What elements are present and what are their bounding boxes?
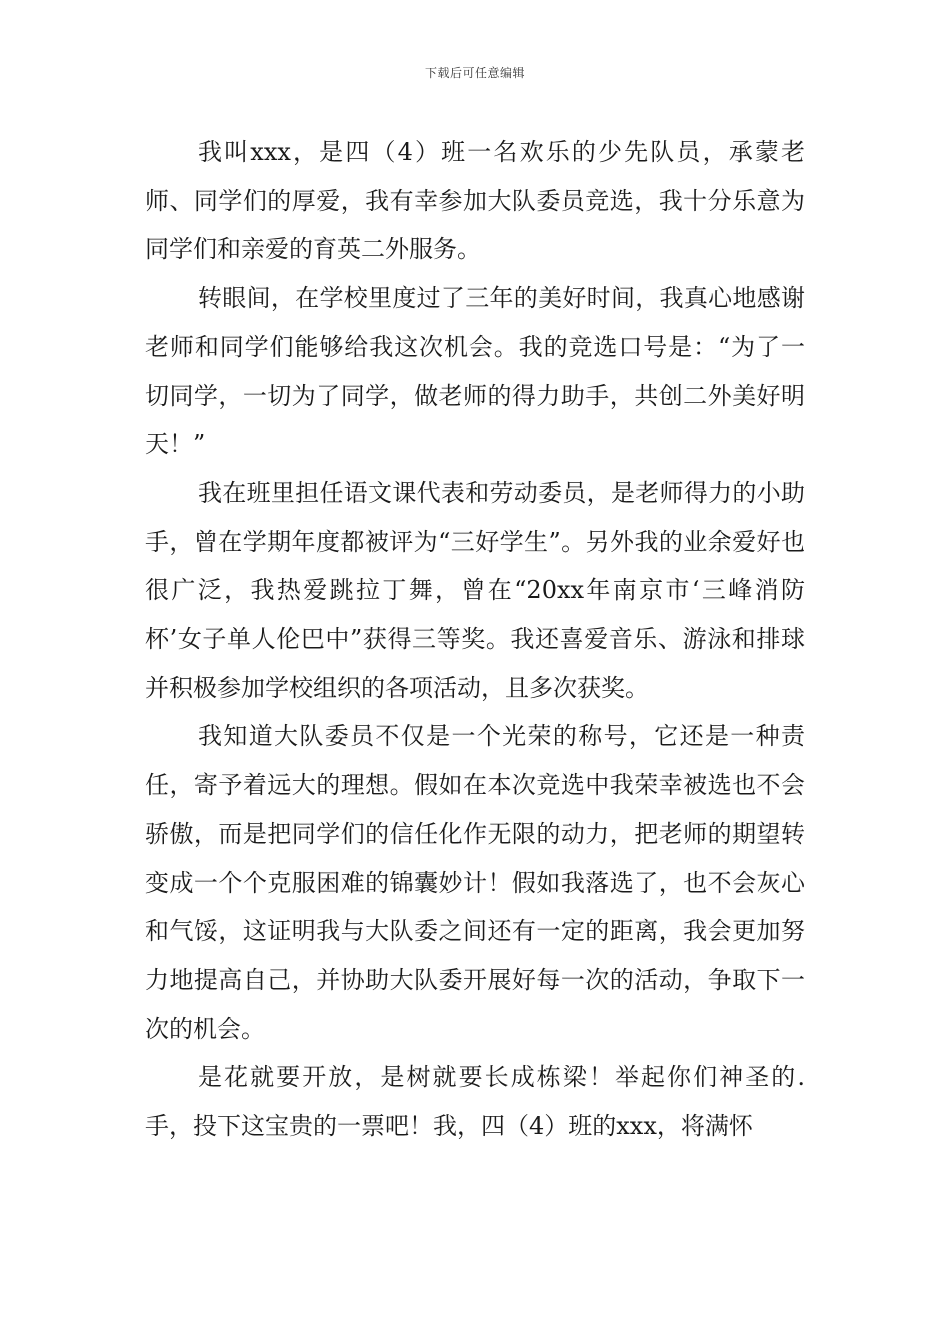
document-body xyxy=(145,128,805,1151)
paragraph-4: 我知道大队委员不仅是一个光荣的称号，它还是一种责任，寄予着远大的理想。假如在本次竞选中我荣幸被选也不会骄傲，而是把同学们的信任化作无限的动力，把老师的期望转变成一个个克服困难的锦囊妙计！假如我落选了，也不会灰心和气馁，这证明我与大队委之间还有一定的距离，我会更加努力地提高自己，并协助大队委开展好每一次的活动，争取下一次的机会。 xyxy=(145,722,805,1043)
header-note: 下载后可任意编辑 xyxy=(424,66,525,80)
paragraph-2: 转眼间，在学校里度过了三年的美好时间，我真心地感谢老师和同学们能够给我这次机会。我的竞选口号是：“为了一切同学，一切为了同学，做老师的得力助手，共创二外美好明天！” xyxy=(145,284,805,459)
paragraph-3: 我在班里担任语文课代表和劳动委员，是老师得力的小助手，曾在学期年度都被评为“三好学生”。另外我的业余爱好也很广泛，我热爱跳拉丁舞，曾在“20xx年南京市‘三峰消防杯’女子单人伦巴中”获得三等奖。我还喜爱音乐、游泳和排球并积极参加学校组织的各项活动，且多次获奖。 xyxy=(145,478,805,702)
paragraph-1: 我叫xxx，是四（4）班一名欢乐的少先队员，承蒙老师、同学们的厚爱，我有幸参加大队委员竞选，我十分乐意为同学们和亲爱的育英二外服务。 xyxy=(145,138,805,264)
paragraph-5: 是花就要开放，是树就要长成栋梁！举起你们神圣的.手，投下这宝贵的一票吧！我，四（4）班的xxx，将满怀 xyxy=(145,1063,805,1141)
